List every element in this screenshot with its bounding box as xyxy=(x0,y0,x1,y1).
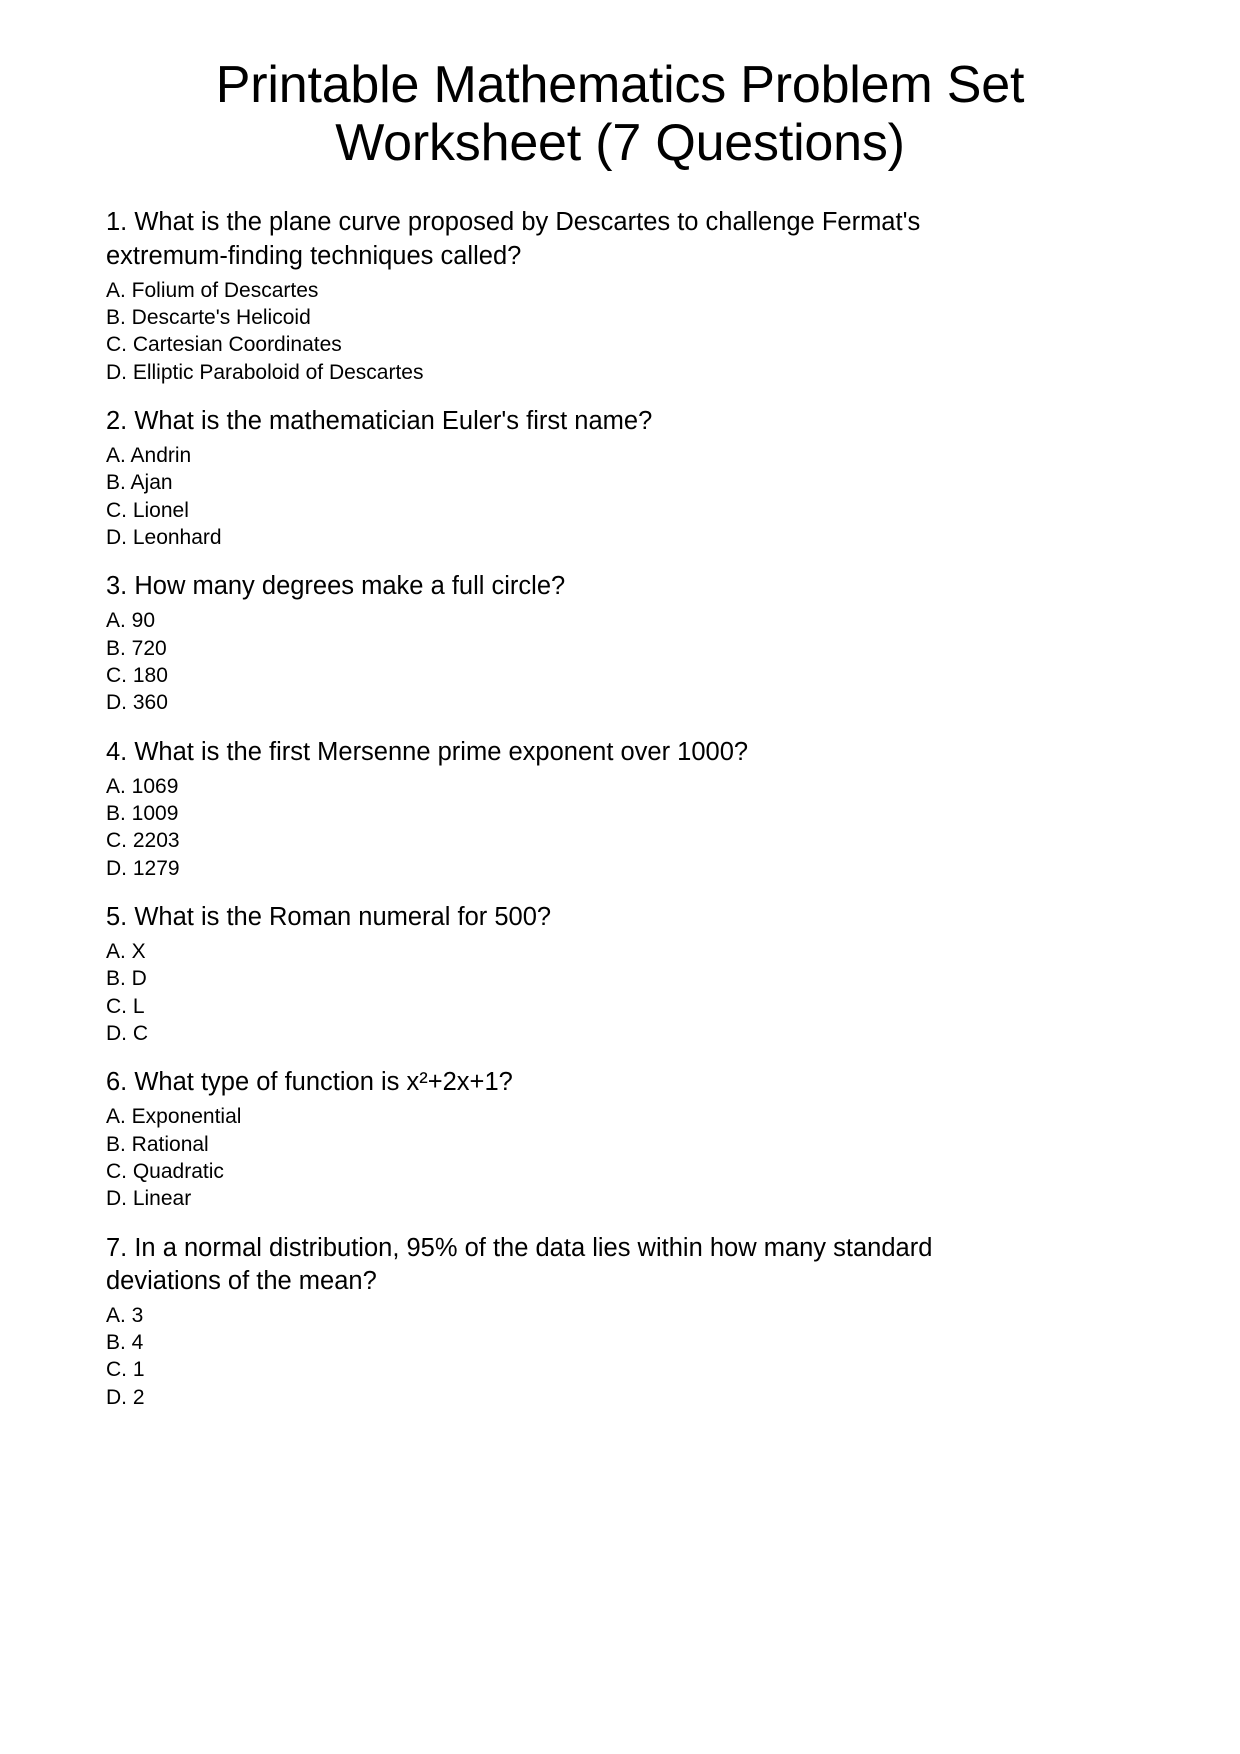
option-2-b[interactable]: B. Ajan xyxy=(106,471,173,495)
question-spacer xyxy=(106,557,1154,570)
option-5-d[interactable]: D. C xyxy=(106,1021,148,1045)
question-spacer xyxy=(106,392,1154,405)
option-3-b[interactable]: B. 720 xyxy=(106,636,167,660)
option-2-a[interactable]: A. Andrin xyxy=(106,444,192,468)
question-list xyxy=(86,206,1154,1411)
option-2-c[interactable]: C. Lionel xyxy=(106,498,189,522)
question-spacer xyxy=(106,1053,1154,1066)
question-item-7 xyxy=(106,1232,1154,1411)
question-text-2: 2. What is the mathematician Euler's first name? xyxy=(106,406,653,435)
option-5-c[interactable]: C. L xyxy=(106,994,145,1018)
question-text-5: 5. What is the Roman numeral for 500? xyxy=(106,902,552,931)
option-list-4 xyxy=(106,773,1154,882)
option-list-2 xyxy=(106,442,1154,551)
option-1-d[interactable]: D. Elliptic Paraboloid of Descartes xyxy=(106,360,424,384)
question-item-6 xyxy=(106,1066,1154,1212)
option-list-3 xyxy=(106,607,1154,716)
option-3-d[interactable]: D. 360 xyxy=(106,691,168,715)
question-text-1: 1. What is the plane curve proposed by Descartes to challenge Fermat's extremum-finding techniques called? xyxy=(106,208,921,270)
option-5-b[interactable]: B. D xyxy=(106,967,147,991)
option-list-5 xyxy=(106,938,1154,1047)
question-item-4 xyxy=(106,736,1154,882)
question-spacer xyxy=(106,723,1154,736)
option-4-a[interactable]: A. 1069 xyxy=(106,774,179,798)
question-text-4: 4. What is the first Mersenne prime exponent over 1000? xyxy=(106,737,749,766)
question-spacer xyxy=(106,1219,1154,1232)
option-6-a[interactable]: A. Exponential xyxy=(106,1105,242,1129)
option-5-a[interactable]: A. X xyxy=(106,940,146,964)
option-7-c[interactable]: C. 1 xyxy=(106,1358,145,1382)
question-text-6: 6. What type of function is x²+2x+1? xyxy=(106,1068,513,1097)
question-item-1 xyxy=(106,206,1154,385)
option-6-b[interactable]: B. Rational xyxy=(106,1132,209,1156)
question-item-2 xyxy=(106,405,1154,551)
option-3-a[interactable]: A. 90 xyxy=(106,609,156,633)
option-list-7 xyxy=(106,1302,1154,1411)
option-list-6 xyxy=(106,1103,1154,1212)
option-1-c[interactable]: C. Cartesian Coordinates xyxy=(106,333,342,357)
option-4-d[interactable]: D. 1279 xyxy=(106,856,180,880)
question-item-5 xyxy=(106,901,1154,1047)
option-2-d[interactable]: D. Leonhard xyxy=(106,525,222,549)
option-3-c[interactable]: C. 180 xyxy=(106,664,168,687)
option-1-a[interactable]: A. Folium of Descartes xyxy=(106,278,319,302)
option-6-c[interactable]: C. Quadratic xyxy=(106,1159,224,1183)
option-list-1 xyxy=(106,277,1154,386)
question-spacer xyxy=(106,888,1154,901)
option-4-b[interactable]: B. 1009 xyxy=(106,802,179,826)
option-7-d[interactable]: D. 2 xyxy=(106,1385,145,1409)
option-1-b[interactable]: B. Descarte's Helicoid xyxy=(106,306,311,330)
page-title: Printable Mathematics Problem Set Worksheet (7 Questions) xyxy=(215,56,1025,173)
option-7-a[interactable]: A. 3 xyxy=(106,1303,144,1327)
option-6-d[interactable]: D. Linear xyxy=(106,1187,192,1211)
question-text-7: 7. In a normal distribution, 95% of the data lies within how many standard deviations of the mean? xyxy=(106,1233,933,1295)
question-text-3: 3. How many degrees make a full circle? xyxy=(106,572,566,601)
option-4-c[interactable]: C. 2203 xyxy=(106,829,180,853)
question-item-3 xyxy=(106,570,1154,716)
option-7-b[interactable]: B. 4 xyxy=(106,1331,144,1355)
